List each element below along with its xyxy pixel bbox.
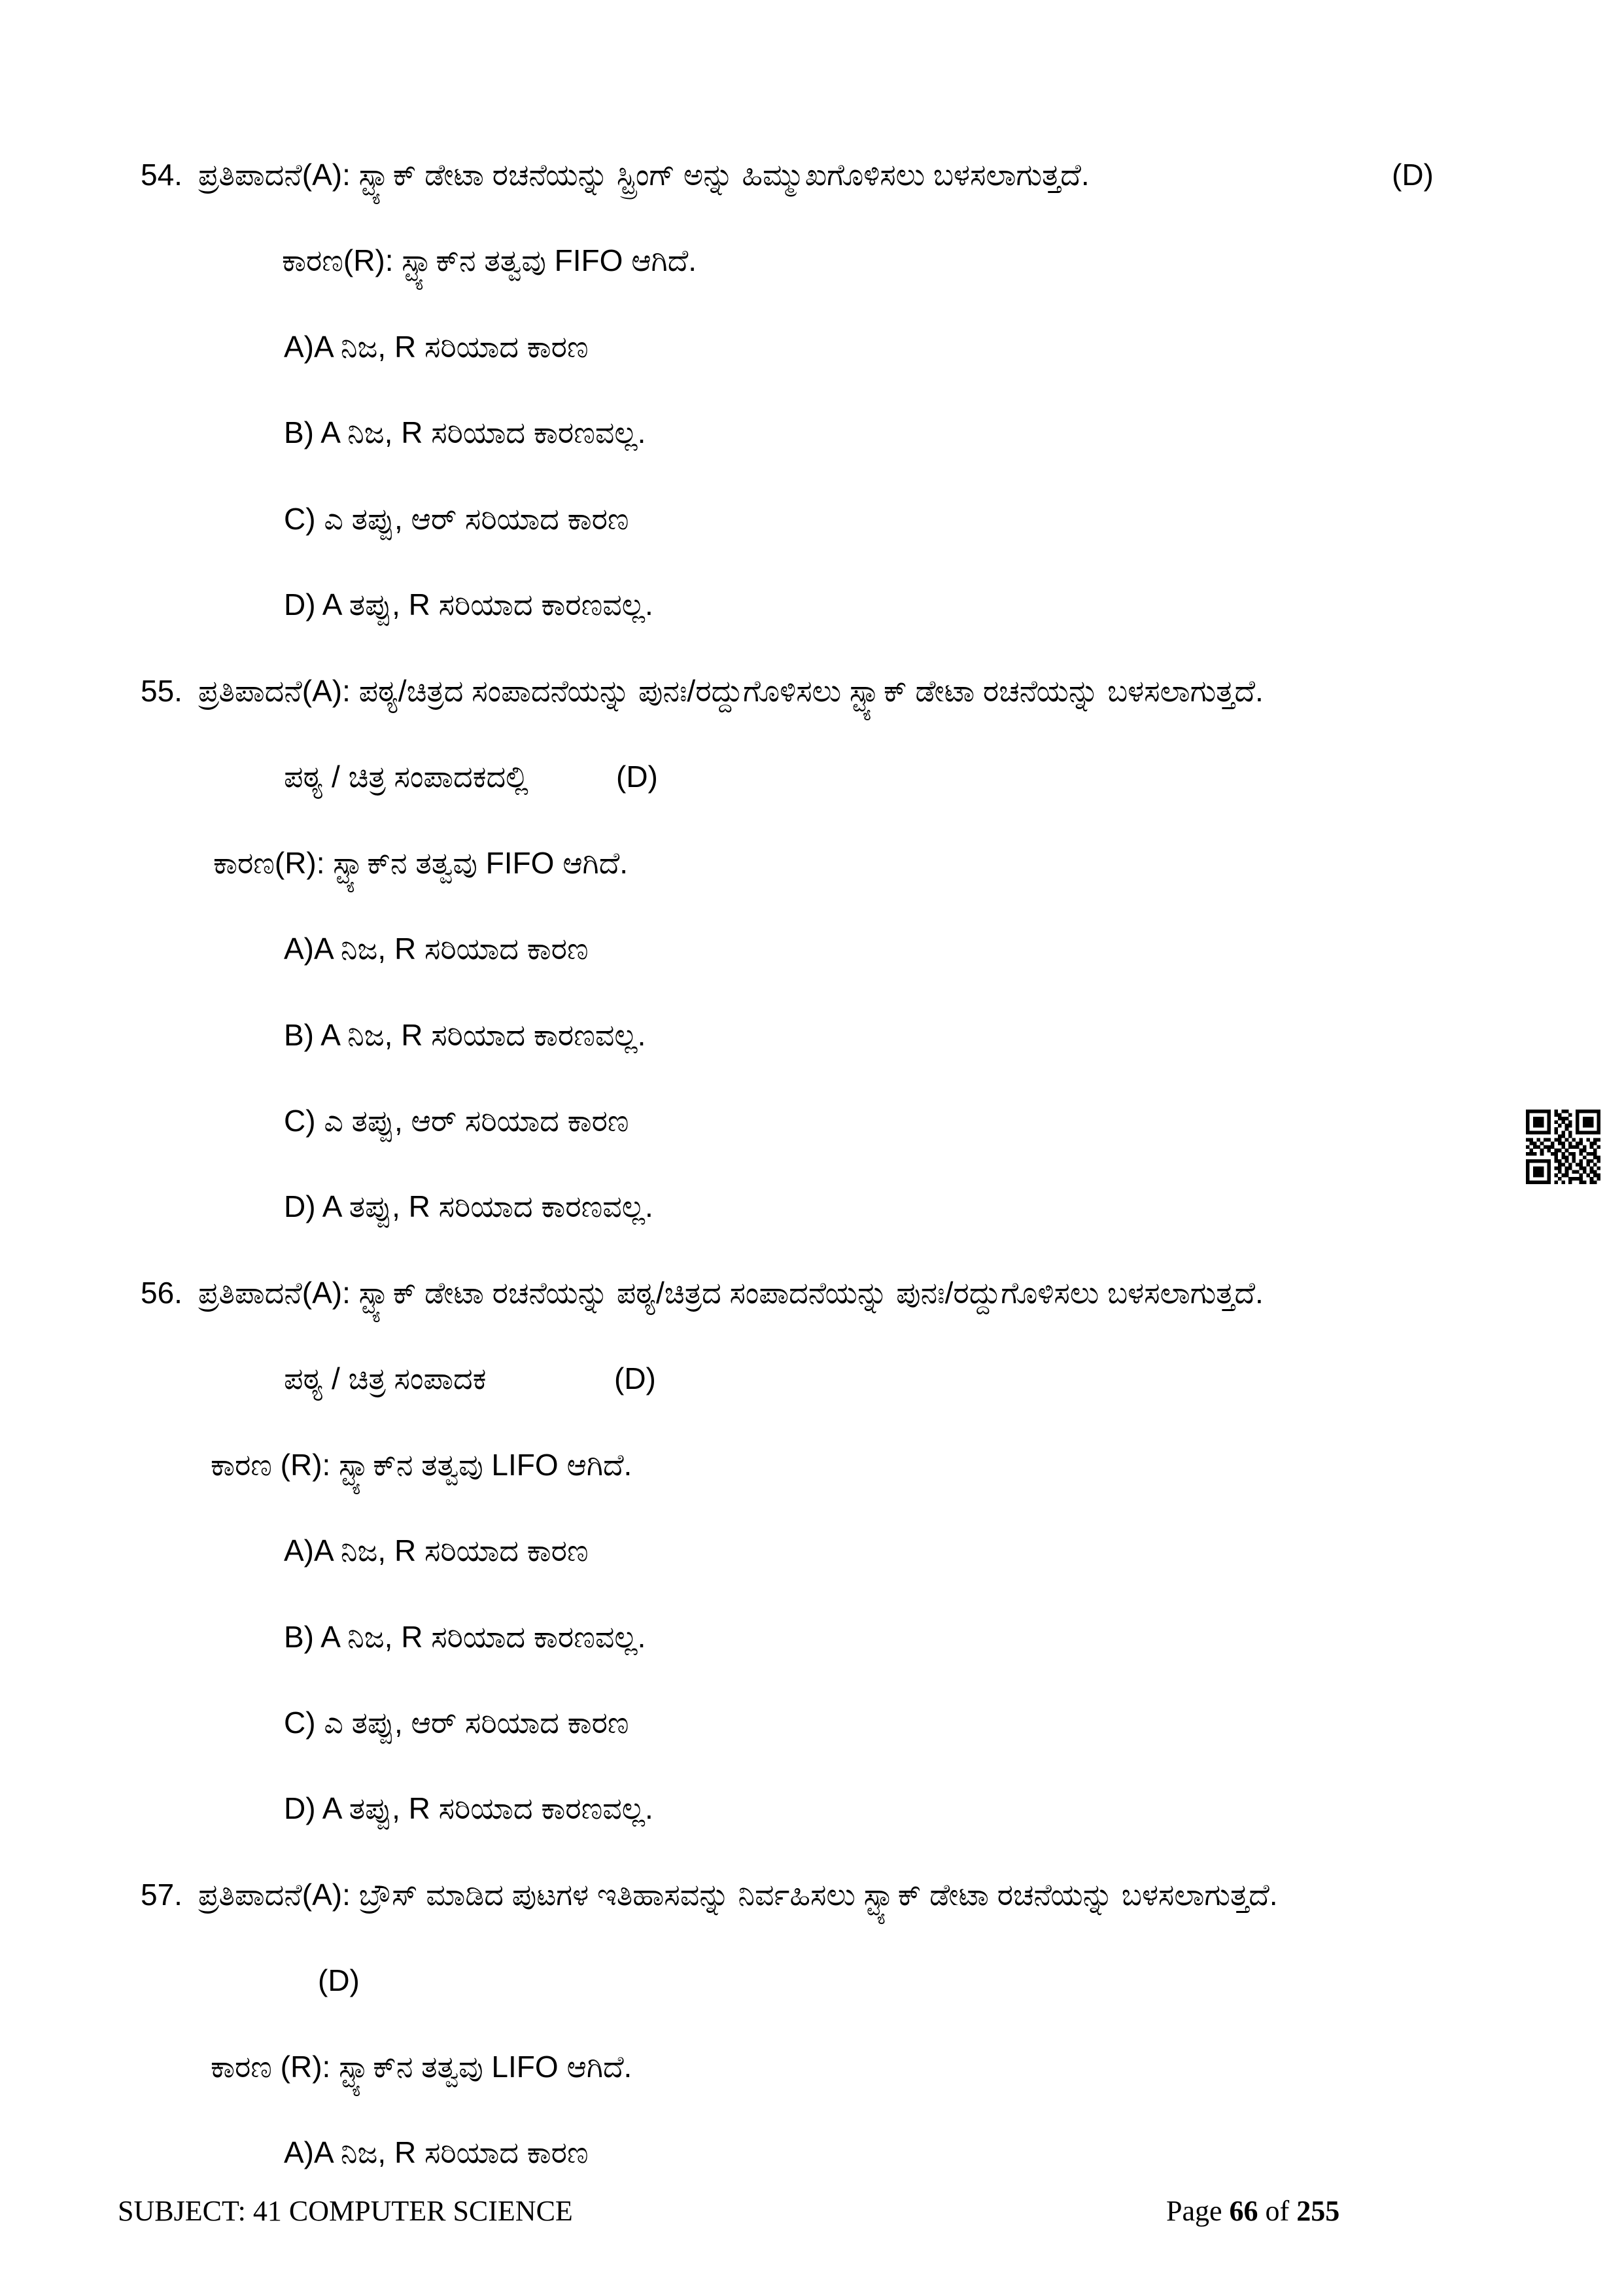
question-57-reason: ಕಾರಣ (R): ಸ್ಟ್ಯಾಕ್‌ನ ತತ್ವವು LIFO ಆಗಿದೆ. <box>211 2050 632 2084</box>
question-54-assertion-line <box>141 157 1090 193</box>
question-56-subline <box>284 1361 656 1397</box>
footer-page-word: Page <box>1166 2195 1230 2227</box>
question-54-option-a: A)A ನಿಜ, R ಸರಿಯಾದ ಕಾರಣ <box>284 330 589 364</box>
question-55-option-d: D) A ತಪ್ಪು, R ಸರಿಯಾದ ಕಾರಣವಲ್ಲ. <box>284 1189 653 1223</box>
question-54-option-d: D) A ತಪ್ಪು, R ಸರಿಯಾದ ಕಾರಣವಲ್ಲ. <box>284 587 653 622</box>
question-56-number: 56. <box>141 1276 182 1310</box>
question-54-reason: ಕಾರಣ(R): ಸ್ಟ್ಯಾಕ್‌ನ ತತ್ವವು FIFO ಆಗಿದೆ. <box>282 243 697 277</box>
question-55-answer-marker: (D) <box>616 760 658 794</box>
question-56-assertion-line <box>141 1275 1264 1311</box>
question-56-option-d: D) A ತಪ್ಪು, R ಸರಿಯಾದ ಕಾರಣವಲ್ಲ. <box>284 1791 653 1825</box>
question-54-option-c: C) ಎ ತಪ್ಪು, ಆರ್ ಸರಿಯಾದ ಕಾರಣ <box>284 502 629 536</box>
question-57-answer-marker: (D) <box>318 1963 360 1997</box>
question-55-option-b: B) A ನಿಜ, R ಸರಿಯಾದ ಕಾರಣವಲ್ಲ. <box>284 1018 646 1052</box>
question-55-option-c: C) ಎ ತಪ್ಪು, ಆರ್ ಸರಿಯಾದ ಕಾರಣ <box>284 1104 629 1138</box>
footer-total-pages: 255 <box>1296 2195 1340 2227</box>
question-55-subline-text: ಪಠ್ಯ / ಚಿತ್ರ ಸಂಪಾದಕದಲ್ಲಿ <box>284 760 528 794</box>
question-56-subline-text: ಪಠ್ಯ / ಚಿತ್ರ ಸಂಪಾದಕ <box>284 1361 487 1395</box>
question-54-assertion: ಪ್ರತಿಪಾದನೆ(A): ಸ್ಟ್ಯಾಕ್ ಡೇಟಾ ರಚನೆಯನ್ನು ಸ್ಟ್ರಿಂಗ್ ಅನ್ನು ಹಿಮ್ಮುಖಗೊಳಿಸಲು ಬಳಸಲಾಗುತ್ತದೆ. <box>198 158 1090 192</box>
question-54-answer-marker: (D) <box>1392 158 1434 192</box>
question-56-option-c: C) ಎ ತಪ್ಪು, ಆರ್ ಸರಿಯಾದ ಕಾರಣ <box>284 1706 629 1740</box>
question-55-assertion: ಪ್ರತಿಪಾದನೆ(A): ಪಠ್ಯ/ಚಿತ್ರದ ಸಂಪಾದನೆಯನ್ನು ಪುನಃ/ರದ್ದುಗೊಳಿಸಲು ಸ್ಟ್ಯಾಕ್ ಡೇಟಾ ರಚನೆಯನ್ನು ಬಳಸಲಾಗುತ್ತದೆ. <box>198 674 1264 708</box>
question-55-option-a: A)A ನಿಜ, R ಸರಿಯಾದ ಕಾರಣ <box>284 932 589 966</box>
question-56-reason: ಕಾರಣ (R): ಸ್ಟ್ಯಾಕ್‌ನ ತತ್ವವು LIFO ಆಗಿದೆ. <box>211 1448 632 1482</box>
footer-page-info <box>1166 2196 1339 2227</box>
question-57-assertion: ಪ್ರತಿಪಾದನೆ(A): ಬ್ರೌಸ್ ಮಾಡಿದ ಪುಟಗಳ ಇತಿಹಾಸವನ್ನು ನಿರ್ವಹಿಸಲು ಸ್ಟ್ಯಾಕ್ ಡೇಟಾ ರಚನೆಯನ್ನು ಬಳಸಲಾಗುತ್ತದೆ. <box>198 1878 1278 1912</box>
question-57-number: 57. <box>141 1878 182 1912</box>
qr-code <box>1526 1110 1600 1184</box>
question-54-option-b: B) A ನಿಜ, R ಸರಿಯಾದ ಕಾರಣವಲ್ಲ. <box>284 415 646 449</box>
question-55-number: 55. <box>141 674 182 708</box>
question-57-option-a: A)A ನಿಜ, R ಸರಿಯಾದ ಕಾರಣ <box>284 2135 589 2169</box>
question-56-assertion: ಪ್ರತಿಪಾದನೆ(A): ಸ್ಟ್ಯಾಕ್ ಡೇಟಾ ರಚನೆಯನ್ನು ಪಠ್ಯ/ಚಿತ್ರದ ಸಂಪಾದನೆಯನ್ನು ಪುನಃ/ರದ್ದುಗೊಳಿಸಲು ಬಳಸಲಾಗುತ್ತದೆ. <box>198 1276 1264 1310</box>
footer-page-number: 66 <box>1229 2195 1258 2227</box>
question-55-reason: ಕಾರಣ(R): ಸ್ಟ್ಯಾಕ್‌ನ ತತ್ವವು FIFO ಆಗಿದೆ. <box>213 846 629 880</box>
question-55-subline <box>284 759 658 795</box>
question-54-number: 54. <box>141 158 182 192</box>
footer-subject: SUBJECT: 41 COMPUTER SCIENCE <box>118 2195 573 2227</box>
footer-of-word: of <box>1258 2195 1297 2227</box>
question-57-assertion-line <box>141 1877 1278 1913</box>
question-56-option-a: A)A ನಿಜ, R ಸರಿಯಾದ ಕಾರಣ <box>284 1533 589 1568</box>
question-56-answer-marker: (D) <box>614 1361 656 1395</box>
question-56-option-b: B) A ನಿಜ, R ಸರಿಯಾದ ಕಾರಣವಲ್ಲ. <box>284 1620 646 1654</box>
question-55-assertion-line <box>141 673 1264 709</box>
